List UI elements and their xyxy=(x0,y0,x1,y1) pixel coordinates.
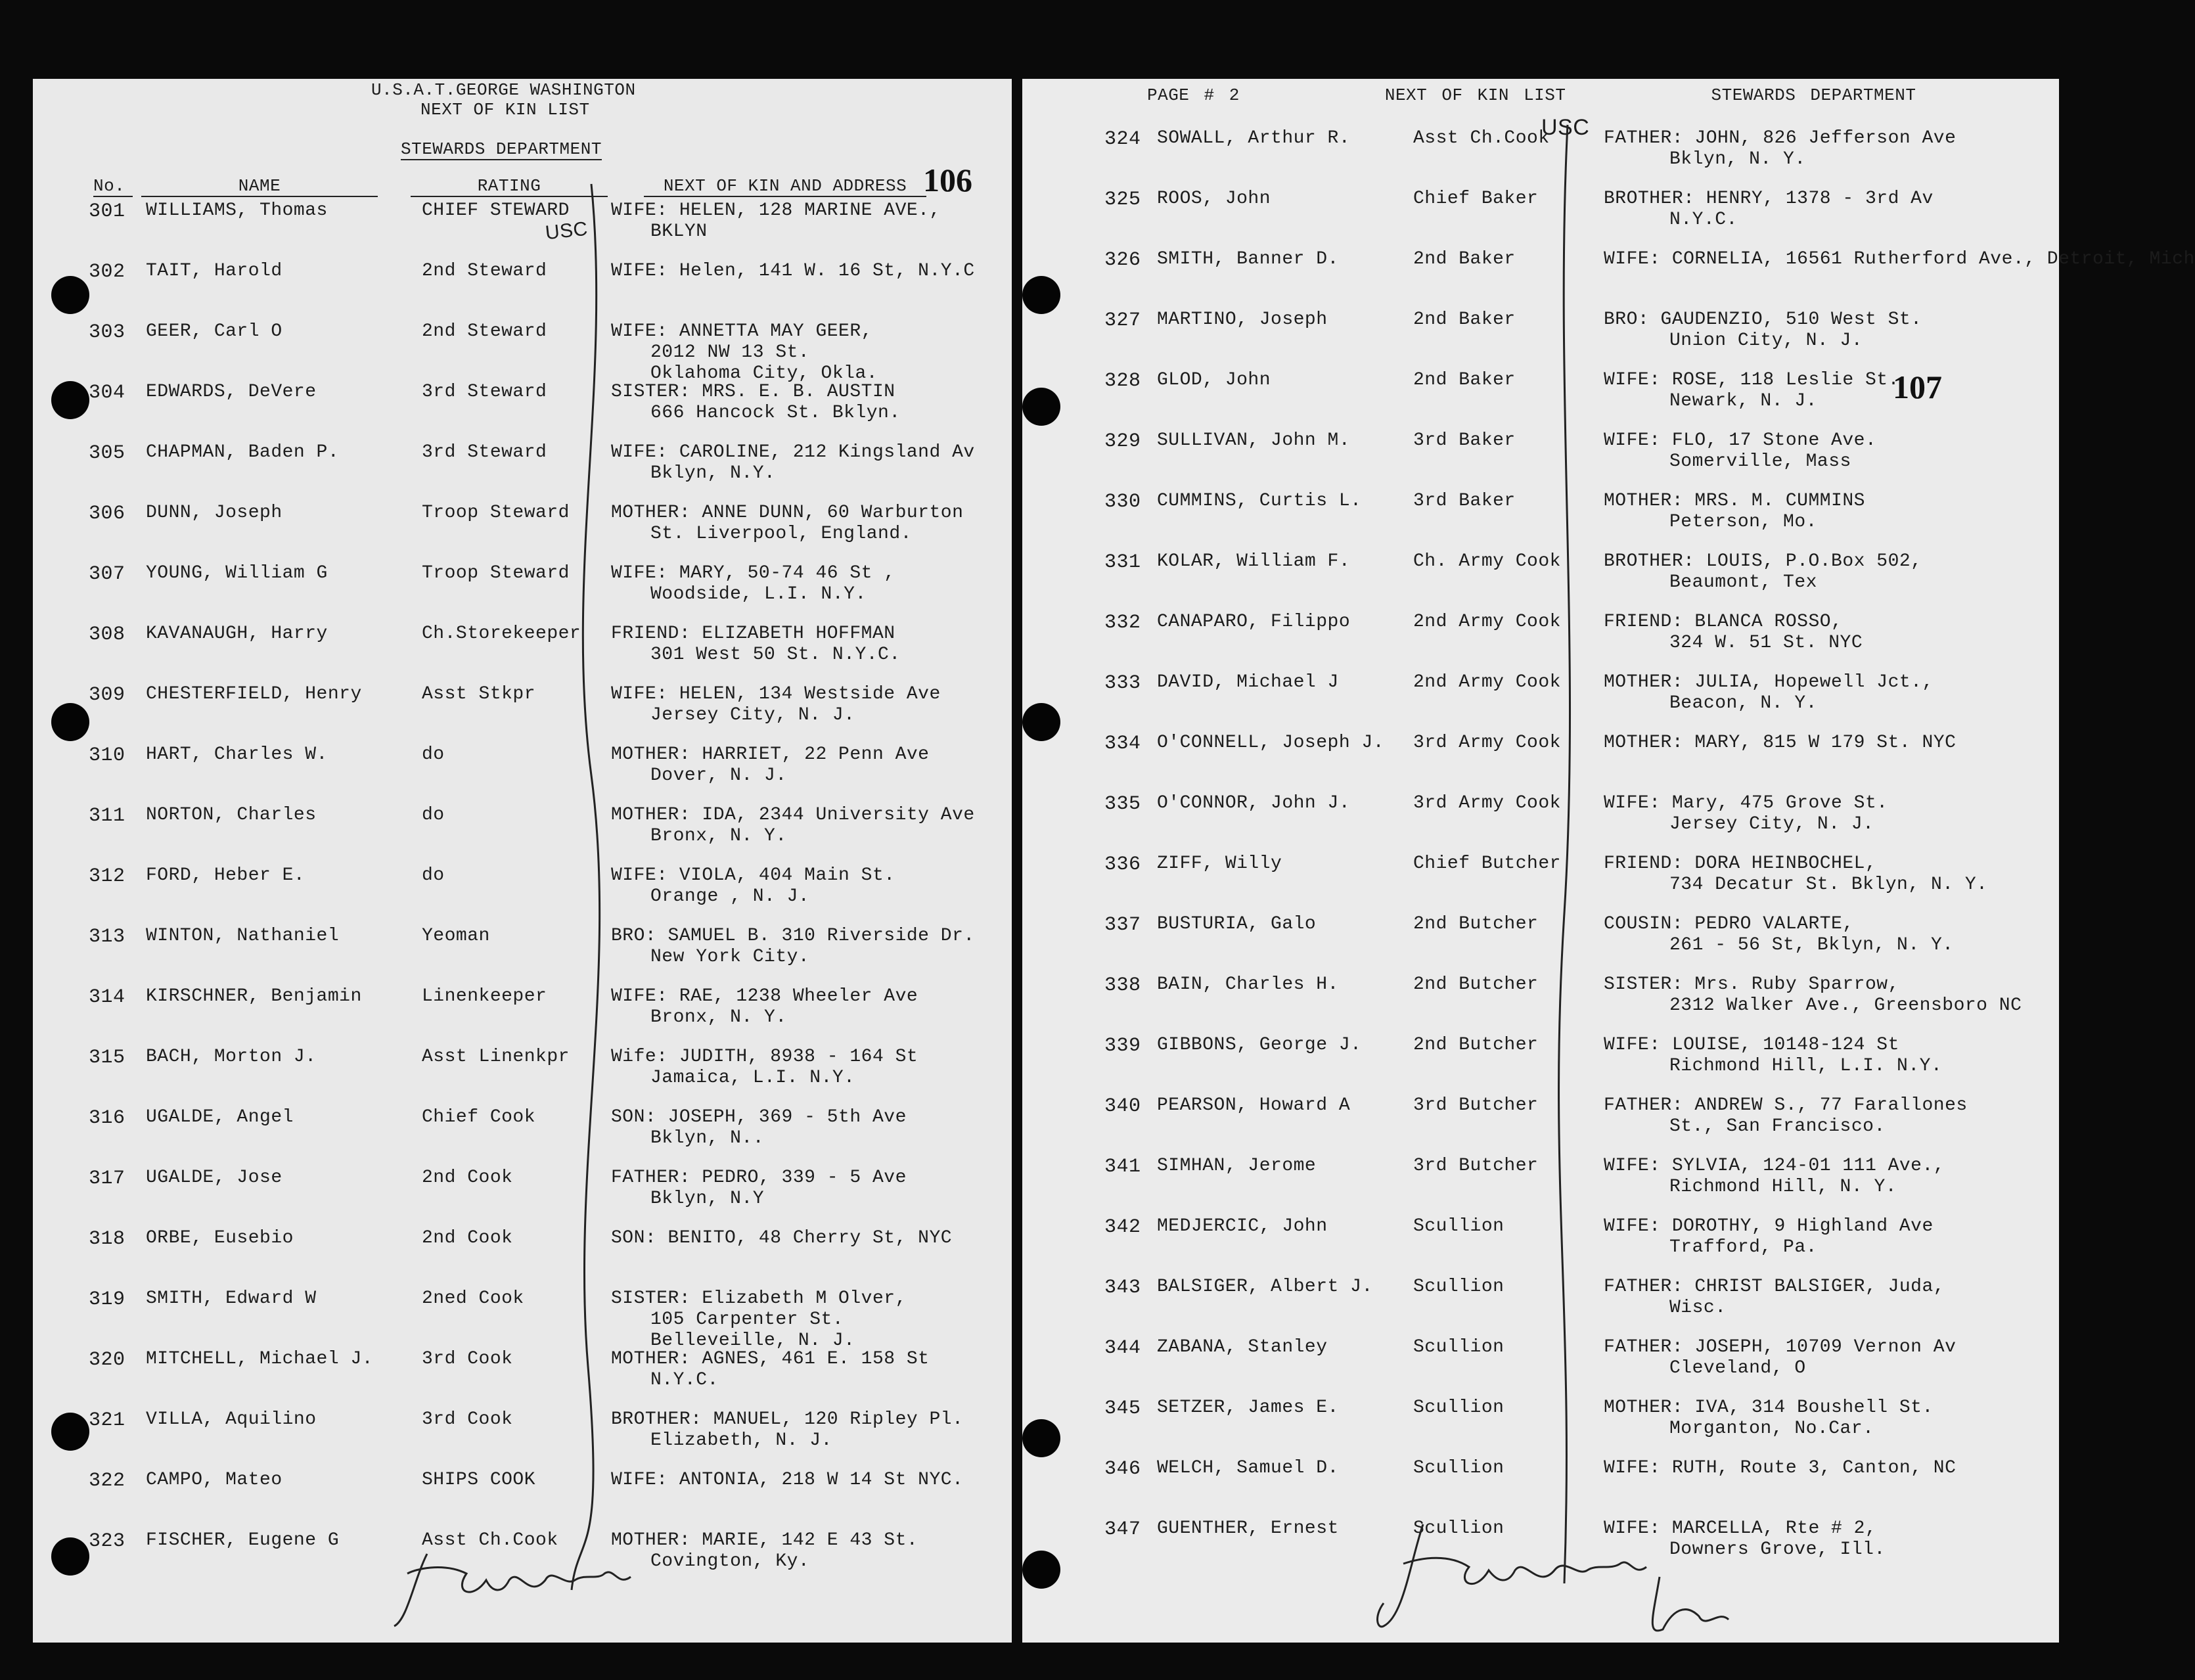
crew-rating: 2nd Butcher xyxy=(1413,914,1539,934)
entry-number: 340 xyxy=(1104,1095,1141,1118)
crew-rating: 3rd Butcher xyxy=(1413,1095,1539,1116)
crew-name: O'CONNELL, Joseph J. xyxy=(1157,733,1385,753)
next-of-kin-line: 261 - 56 St, Bklyn, N. Y. xyxy=(1669,935,1954,955)
crew-rating: Scullion xyxy=(1413,1518,1505,1539)
next-of-kin-line: Bklyn, N.. xyxy=(650,1128,765,1148)
crew-name: SIMHAN, Jerome xyxy=(1157,1156,1317,1176)
crew-name: GUENTHER, Ernest xyxy=(1157,1518,1339,1539)
entry-number: 343 xyxy=(1104,1277,1141,1299)
crew-name: KIRSCHNER, Benjamin xyxy=(146,986,362,1007)
next-of-kin-line: BROTHER: LOUIS, P.O.Box 502, xyxy=(1604,551,1922,572)
next-of-kin-line: WIFE: VIOLA, 404 Main St. xyxy=(611,865,895,886)
crew-rating: Chief Baker xyxy=(1413,189,1539,209)
entry-number: 347 xyxy=(1104,1518,1141,1541)
crew-name: ZIFF, Willy xyxy=(1157,853,1282,874)
next-of-kin-line: N.Y.C. xyxy=(650,1370,719,1390)
entry-number: 304 xyxy=(89,382,125,404)
entry-number: 320 xyxy=(89,1349,125,1371)
next-of-kin-line: SISTER: MRS. E. B. AUSTIN xyxy=(611,382,895,402)
crew-name: ORBE, Eusebio xyxy=(146,1228,294,1248)
crew-rating: Scullion xyxy=(1413,1216,1505,1237)
crew-rating: Asst Ch.Cook xyxy=(422,1530,558,1551)
crew-rating: Scullion xyxy=(1413,1458,1505,1478)
crew-name: GLOD, John xyxy=(1157,370,1271,390)
handwritten-annotation: USC xyxy=(544,217,589,244)
crew-name: CAMPO, Mateo xyxy=(146,1470,283,1490)
punch-hole xyxy=(51,1413,89,1451)
next-of-kin-line: MOTHER: JULIA, Hopewell Jct., xyxy=(1604,672,1934,692)
crew-name: WILLIAMS, Thomas xyxy=(146,200,328,221)
next-of-kin-line: Beaumont, Tex xyxy=(1669,572,1817,593)
next-of-kin-line: MOTHER: ANNE DUNN, 60 Warburton xyxy=(611,503,964,523)
crew-rating: 2nd Baker xyxy=(1413,370,1516,390)
next-of-kin-line: Somerville, Mass xyxy=(1669,451,1851,472)
entry-number: 341 xyxy=(1104,1156,1141,1178)
next-of-kin-line: WIFE: MARCELLA, Rte # 2, xyxy=(1604,1518,1877,1539)
crew-name: BACH, Morton J. xyxy=(146,1047,317,1067)
next-of-kin-line: 2012 NW 13 St. xyxy=(650,342,810,363)
next-of-kin-line: SISTER: Mrs. Ruby Sparrow, xyxy=(1604,974,1899,995)
entry-number: 305 xyxy=(89,442,125,465)
next-of-kin-line: BRO: GAUDENZIO, 510 West St. xyxy=(1604,309,1922,330)
crew-rating: do xyxy=(422,865,445,886)
crew-rating: 3rd Butcher xyxy=(1413,1156,1539,1176)
crew-name: MITCHELL, Michael J. xyxy=(146,1349,374,1369)
entry-number: 321 xyxy=(89,1409,125,1432)
crew-rating: 2nd Butcher xyxy=(1413,974,1539,995)
crew-rating: Scullion xyxy=(1413,1337,1505,1357)
next-of-kin-line: Cleveland, O xyxy=(1669,1358,1806,1378)
crew-name: FORD, Heber E. xyxy=(146,865,305,886)
punch-hole xyxy=(1022,1419,1060,1457)
crew-rating: Chief Butcher xyxy=(1413,853,1561,874)
next-of-kin-line: Trafford, Pa. xyxy=(1669,1237,1817,1258)
crew-name: ZABANA, Stanley xyxy=(1157,1337,1328,1357)
next-of-kin-line: FATHER: PEDRO, 339 - 5 Ave xyxy=(611,1168,907,1188)
crew-name: EDWARDS, DeVere xyxy=(146,382,317,402)
next-of-kin-line: 2312 Walker Ave., Greensboro NC xyxy=(1669,995,2022,1016)
next-of-kin-line: WIFE: HELEN, 128 MARINE AVE., xyxy=(611,200,941,221)
next-of-kin-line: MOTHER: HARRIET, 22 Penn Ave xyxy=(611,744,930,765)
next-of-kin-line: WIFE: HELEN, 134 Westside Ave xyxy=(611,684,941,704)
next-of-kin-line: 666 Hancock St. Bklyn. xyxy=(650,403,901,423)
crew-rating: Ch. Army Cook xyxy=(1413,551,1561,572)
next-of-kin-line: WIFE: ROSE, 118 Leslie St. xyxy=(1604,370,1899,390)
ship-name: U.S.A.T.GEORGE WASHINGTON xyxy=(371,80,636,100)
next-of-kin-line: Jersey City, N. J. xyxy=(1669,814,1874,834)
crew-name: KOLAR, William F. xyxy=(1157,551,1351,572)
crew-name: SOWALL, Arthur R. xyxy=(1157,128,1351,148)
crew-name: BUSTURIA, Galo xyxy=(1157,914,1317,934)
next-of-kin-line: Bronx, N. Y. xyxy=(650,826,787,846)
next-of-kin-line: Beacon, N. Y. xyxy=(1669,693,1817,714)
next-of-kin-line: Elizabeth, N. J. xyxy=(650,1430,832,1451)
next-of-kin-line: WIFE: ANTONIA, 218 W 14 St NYC. xyxy=(611,1470,964,1490)
crew-name: GEER, Carl O xyxy=(146,321,283,342)
next-of-kin-line: WIFE: Mary, 475 Grove St. xyxy=(1604,793,1888,813)
crew-name: VILLA, Aquilino xyxy=(146,1409,317,1430)
next-of-kin-line: WIFE: DOROTHY, 9 Highland Ave xyxy=(1604,1216,1934,1237)
next-of-kin-line: Woodside, L.I. N.Y. xyxy=(650,584,867,604)
crew-rating: Troop Steward xyxy=(422,563,570,583)
entry-number: 313 xyxy=(89,926,125,948)
list-title: NEXT OF KIN LIST xyxy=(420,100,590,120)
crew-rating: 3rd Baker xyxy=(1413,430,1516,451)
next-of-kin-line: Bklyn, N.Y xyxy=(650,1189,765,1209)
entry-number: 330 xyxy=(1104,491,1141,513)
punch-hole xyxy=(51,381,89,419)
next-of-kin-line: MOTHER: IDA, 2344 University Ave xyxy=(611,805,975,825)
next-of-kin-line: Oklahoma City, Okla. xyxy=(650,363,878,384)
next-of-kin-line: Orange , N. J. xyxy=(650,886,810,907)
crew-name: MEDJERCIC, John xyxy=(1157,1216,1328,1237)
entry-number: 319 xyxy=(89,1288,125,1311)
punch-hole xyxy=(1022,276,1060,314)
next-of-kin-line: MOTHER: MRS. M. CUMMINS xyxy=(1604,491,1865,511)
crew-name: FISCHER, Eugene G xyxy=(146,1530,340,1551)
crew-rating: 2nd Cook xyxy=(422,1168,513,1188)
crew-name: GIBBONS, George J. xyxy=(1157,1035,1362,1055)
crew-rating: 2nd Baker xyxy=(1413,309,1516,330)
crew-name: SETZER, James E. xyxy=(1157,1397,1339,1418)
entry-number: 315 xyxy=(89,1047,125,1069)
next-of-kin-line: FATHER: ANDREW S., 77 Farallones xyxy=(1604,1095,1968,1116)
crew-name: CHESTERFIELD, Henry xyxy=(146,684,362,704)
entry-number: 331 xyxy=(1104,551,1141,574)
crew-name: YOUNG, William G xyxy=(146,563,328,583)
crew-name: SMITH, Banner D. xyxy=(1157,249,1339,269)
crew-rating: 3rd Cook xyxy=(422,1409,513,1430)
col-kin-header: NEXT OF KIN AND ADDRESS xyxy=(644,176,926,197)
crew-rating: 2nd Cook xyxy=(422,1228,513,1248)
page-number-stamp: 106 xyxy=(923,162,972,198)
next-of-kin-line: Richmond Hill, N. Y. xyxy=(1669,1177,1897,1197)
next-of-kin-line: WIFE: CORNELIA, 16561 Rutherford Ave., Detroit, Mich xyxy=(1604,249,2195,269)
entry-number: 314 xyxy=(89,986,125,1009)
next-of-kin-line: FATHER: CHRIST BALSIGER, Juda, xyxy=(1604,1277,1945,1297)
page-header: PAGE # 2 NEXT OF KIN LIST STEWARDS DEPARTMENT xyxy=(1147,85,1916,105)
entry-number: 346 xyxy=(1104,1458,1141,1480)
punch-hole xyxy=(1022,1551,1060,1589)
crew-rating: 2nd Steward xyxy=(422,321,547,342)
entry-number: 324 xyxy=(1104,128,1141,150)
next-of-kin-line: BRO: SAMUEL B. 310 Riverside Dr. xyxy=(611,926,975,946)
next-of-kin-line: 301 West 50 St. N.Y.C. xyxy=(650,645,901,665)
entry-number: 326 xyxy=(1104,249,1141,271)
next-of-kin-line: Belleveille, N. J. xyxy=(650,1330,855,1351)
entry-number: 316 xyxy=(89,1107,125,1129)
next-of-kin-line: FATHER: JOSEPH, 10709 Vernon Av xyxy=(1604,1337,1957,1357)
crew-name: O'CONNOR, John J. xyxy=(1157,793,1351,813)
crew-rating: SHIPS COOK xyxy=(422,1470,536,1490)
crew-name: MARTINO, Joseph xyxy=(1157,309,1328,330)
crew-rating: Asst Ch.Cook xyxy=(1413,128,1550,148)
entry-number: 338 xyxy=(1104,974,1141,997)
next-of-kin-line: WIFE: SYLVIA, 124-01 111 Ave., xyxy=(1604,1156,1945,1176)
punch-hole xyxy=(51,276,89,314)
punch-hole xyxy=(51,1537,89,1576)
next-of-kin-line: 324 W. 51 St. NYC xyxy=(1669,633,1863,653)
crew-name: PEARSON, Howard A xyxy=(1157,1095,1351,1116)
page-number-stamp: 107 xyxy=(1893,369,1942,405)
handwritten-annotation: USC xyxy=(1541,115,1590,140)
next-of-kin-line: Bronx, N. Y. xyxy=(650,1007,787,1028)
entry-number: 323 xyxy=(89,1530,125,1553)
entry-number: 337 xyxy=(1104,914,1141,936)
next-of-kin-line: WIFE: MARY, 50-74 46 St , xyxy=(611,563,895,583)
entry-number: 311 xyxy=(89,805,125,827)
crew-rating: Chief Cook xyxy=(422,1107,536,1127)
crew-name: DUNN, Joseph xyxy=(146,503,283,523)
entry-number: 333 xyxy=(1104,672,1141,694)
entry-number: 325 xyxy=(1104,189,1141,211)
next-of-kin-line: MOTHER: MARY, 815 W 179 St. NYC xyxy=(1604,733,1957,753)
entry-number: 310 xyxy=(89,744,125,767)
punch-hole xyxy=(1022,388,1060,426)
next-of-kin-line: New York City. xyxy=(650,947,810,967)
entry-number: 309 xyxy=(89,684,125,706)
crew-rating: 3rd Steward xyxy=(422,442,547,463)
next-of-kin-line: Wisc. xyxy=(1669,1298,1727,1318)
crew-name: UGALDE, Angel xyxy=(146,1107,294,1127)
next-of-kin-line: FRIEND: DORA HEINBOCHEL, xyxy=(1604,853,1877,874)
punch-hole xyxy=(51,703,89,741)
crew-name: CANAPARO, Filippo xyxy=(1157,612,1351,632)
col-no-header: No. xyxy=(93,176,133,197)
entry-number: 308 xyxy=(89,624,125,646)
next-of-kin-line: MOTHER: MARIE, 142 E 43 St. xyxy=(611,1530,918,1551)
crew-rating: Asst Linenkpr xyxy=(422,1047,570,1067)
signature xyxy=(388,1528,650,1633)
next-of-kin-line: FATHER: JOHN, 826 Jefferson Ave xyxy=(1604,128,1957,148)
col-name-header: NAME xyxy=(141,176,378,197)
next-of-kin-line: SISTER: Elizabeth M Olver, xyxy=(611,1288,907,1309)
next-of-kin-line: Covington, Ky. xyxy=(650,1551,810,1572)
crew-rating: 2nd Army Cook xyxy=(1413,612,1561,632)
next-of-kin-line: 734 Decatur St. Bklyn, N. Y. xyxy=(1669,874,1988,895)
next-of-kin-line: Peterson, Mo. xyxy=(1669,512,1817,532)
crew-name: NORTON, Charles xyxy=(146,805,317,825)
crew-rating: Scullion xyxy=(1413,1277,1505,1297)
next-of-kin-line: Newark, N. J. xyxy=(1669,391,1817,411)
entry-number: 322 xyxy=(89,1470,125,1492)
crew-name: TAIT, Harold xyxy=(146,261,283,281)
next-of-kin-line: WIFE: LOUISE, 10148-124 St xyxy=(1604,1035,1899,1055)
crew-name: WELCH, Samuel D. xyxy=(1157,1458,1339,1478)
crew-name: ROOS, John xyxy=(1157,189,1271,209)
next-of-kin-line: St. Liverpool, England. xyxy=(650,524,912,544)
crew-name: HART, Charles W. xyxy=(146,744,328,765)
entry-number: 312 xyxy=(89,865,125,888)
crew-name: KAVANAUGH, Harry xyxy=(146,624,328,644)
next-of-kin-line: SON: BENITO, 48 Cherry St, NYC xyxy=(611,1228,953,1248)
entry-number: 328 xyxy=(1104,370,1141,392)
next-of-kin-line: BROTHER: HENRY, 1378 - 3rd Av xyxy=(1604,189,1934,209)
next-of-kin-line: 105 Carpenter St. xyxy=(650,1309,844,1330)
entry-number: 307 xyxy=(89,563,125,585)
department-title: STEWARDS DEPARTMENT xyxy=(401,139,602,159)
next-of-kin-line: Dover, N. J. xyxy=(650,765,787,786)
signature xyxy=(1370,1505,1752,1649)
next-of-kin-line: WIFE: Helen, 141 W. 16 St, N.Y.C xyxy=(611,261,975,281)
entry-number: 339 xyxy=(1104,1035,1141,1057)
entry-number: 301 xyxy=(89,200,125,223)
next-of-kin-line: FRIEND: BLANCA ROSSO, xyxy=(1604,612,1843,632)
crew-name: SULLIVAN, John M. xyxy=(1157,430,1351,451)
entry-number: 302 xyxy=(89,261,125,283)
entry-number: 318 xyxy=(89,1228,125,1250)
col-rating-header: RATING xyxy=(411,176,608,197)
crew-rating: 2nd Baker xyxy=(1413,249,1516,269)
crew-rating: Scullion xyxy=(1413,1397,1505,1418)
next-of-kin-line: SON: JOSEPH, 369 - 5th Ave xyxy=(611,1107,907,1127)
entry-number: 303 xyxy=(89,321,125,344)
punch-hole xyxy=(1022,703,1060,741)
crew-rating: 3rd Baker xyxy=(1413,491,1516,511)
crew-rating: do xyxy=(422,744,445,765)
next-of-kin-line: Downers Grove, Ill. xyxy=(1669,1539,1886,1560)
crew-rating: Troop Steward xyxy=(422,503,570,523)
next-of-kin-line: WIFE: ANNETTA MAY GEER, xyxy=(611,321,872,342)
next-of-kin-line: COUSIN: PEDRO VALARTE, xyxy=(1604,914,1854,934)
right-page xyxy=(1022,79,2195,1643)
entry-number: 327 xyxy=(1104,309,1141,332)
next-of-kin-line: BKLYN xyxy=(650,221,708,242)
crew-rating: 2nd Butcher xyxy=(1413,1035,1539,1055)
next-of-kin-line: Jamaica, L.I. N.Y. xyxy=(650,1068,855,1088)
next-of-kin-line: Wife: JUDITH, 8938 - 164 St xyxy=(611,1047,918,1067)
crew-rating: 3rd Army Cook xyxy=(1413,793,1561,813)
entry-number: 336 xyxy=(1104,853,1141,876)
crew-name: WINTON, Nathaniel xyxy=(146,926,340,946)
crew-name: CUMMINS, Curtis L. xyxy=(1157,491,1362,511)
next-of-kin-line: BROTHER: MANUEL, 120 Ripley Pl. xyxy=(611,1409,964,1430)
next-of-kin-line: WIFE: CAROLINE, 212 Kingsland Av xyxy=(611,442,975,463)
crew-rating: CHIEF STEWARD xyxy=(422,200,570,221)
crew-rating: do xyxy=(422,805,445,825)
crew-rating: 2nd Steward xyxy=(422,261,547,281)
entry-number: 329 xyxy=(1104,430,1141,453)
next-of-kin-line: WIFE: FLO, 17 Stone Ave. xyxy=(1604,430,1877,451)
crew-name: BALSIGER, Albert J. xyxy=(1157,1277,1373,1297)
next-of-kin-line: Bklyn, N.Y. xyxy=(650,463,776,484)
next-of-kin-line: N.Y.C. xyxy=(1669,210,1738,230)
next-of-kin-line: WIFE: RAE, 1238 Wheeler Ave xyxy=(611,986,918,1007)
crew-rating: 3rd Army Cook xyxy=(1413,733,1561,753)
crew-name: SMITH, Edward W xyxy=(146,1288,317,1309)
entry-number: 345 xyxy=(1104,1397,1141,1420)
next-of-kin-line: MOTHER: IVA, 314 Boushell St. xyxy=(1604,1397,1934,1418)
crew-rating: 3rd Steward xyxy=(422,382,547,402)
crew-rating: Linenkeeper xyxy=(422,986,547,1007)
next-of-kin-line: Bklyn, N. Y. xyxy=(1669,149,1806,170)
crew-name: BAIN, Charles H. xyxy=(1157,974,1339,995)
crew-name: DAVID, Michael J xyxy=(1157,672,1339,692)
crew-name: UGALDE, Jose xyxy=(146,1168,283,1188)
crew-rating: 3rd Cook xyxy=(422,1349,513,1369)
crew-name: CHAPMAN, Baden P. xyxy=(146,442,340,463)
next-of-kin-line: Jersey City, N. J. xyxy=(650,705,855,725)
next-of-kin-line: FRIEND: ELIZABETH HOFFMAN xyxy=(611,624,895,644)
entry-number: 342 xyxy=(1104,1216,1141,1238)
crew-rating: Asst Stkpr xyxy=(422,684,536,704)
entry-number: 317 xyxy=(89,1168,125,1190)
crew-rating: 2nd Army Cook xyxy=(1413,672,1561,692)
next-of-kin-line: MOTHER: AGNES, 461 E. 158 St xyxy=(611,1349,930,1369)
crew-rating: Ch.Storekeeper xyxy=(422,624,581,644)
crew-rating: 2ned Cook xyxy=(422,1288,524,1309)
entry-number: 306 xyxy=(89,503,125,525)
next-of-kin-line: St., San Francisco. xyxy=(1669,1116,1886,1137)
next-of-kin-line: Union City, N. J. xyxy=(1669,330,1863,351)
entry-number: 332 xyxy=(1104,612,1141,634)
next-of-kin-line: Richmond Hill, L.I. N.Y. xyxy=(1669,1056,1943,1076)
entry-number: 335 xyxy=(1104,793,1141,815)
entry-number: 344 xyxy=(1104,1337,1141,1359)
next-of-kin-line: Morganton, No.Car. xyxy=(1669,1419,1874,1439)
left-page xyxy=(33,79,1012,1643)
crew-rating: Yeoman xyxy=(422,926,490,946)
next-of-kin-line: WIFE: RUTH, Route 3, Canton, NC xyxy=(1604,1458,1957,1478)
entry-number: 334 xyxy=(1104,733,1141,755)
